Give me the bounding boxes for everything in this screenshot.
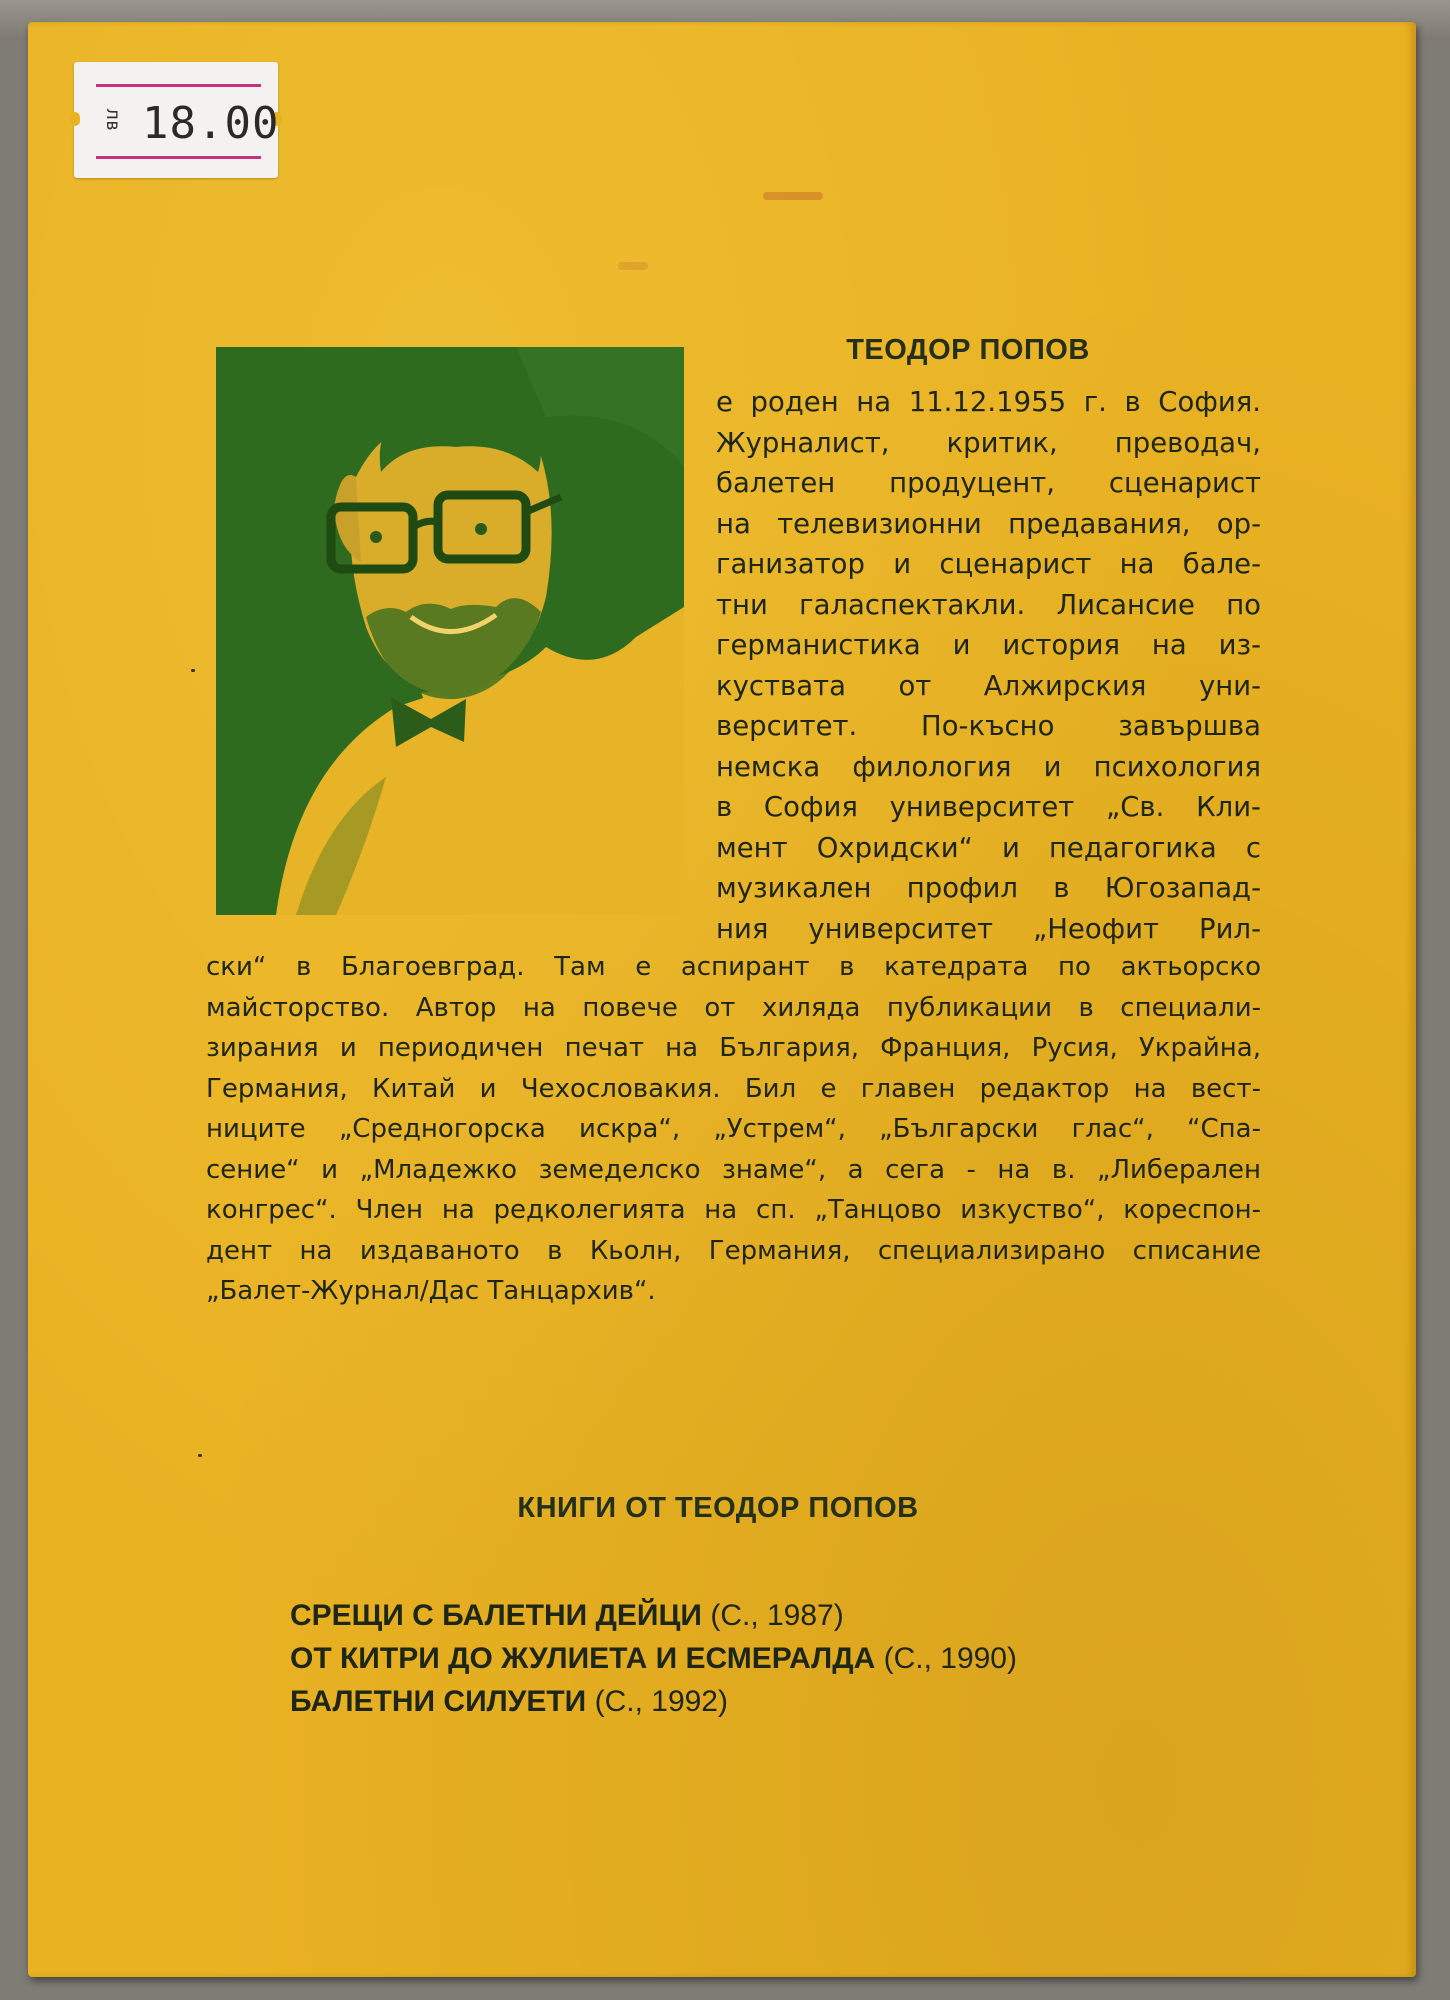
price-sticker-stripe: [96, 156, 261, 159]
book-year: (С., 1987): [710, 1599, 844, 1632]
bio-line: в София университет „Св. Кли-: [716, 791, 1261, 823]
bio-line: ски“ в Благоевград. Там е аспирант в катедрата по актьорско: [206, 952, 1261, 982]
author-portrait: [216, 347, 684, 915]
bio-line: Журналист, критик, преводач,: [716, 426, 1261, 459]
bio-line: сение“ и „Младежко земеделско знаме“, а сега - на в. „Либерален: [206, 1154, 1261, 1185]
bio-line: дент на издаваното в Кьолн, Германия, специализирано списание: [206, 1235, 1261, 1266]
bio-line: е роден на 11.12.1955 г. в София.: [716, 386, 1261, 418]
bio-line: ганизатор и сценарист на бале-: [716, 548, 1261, 580]
author-portrait-image: [216, 347, 684, 915]
bio-line: мент Охридски“ и педагогика с: [716, 831, 1261, 864]
price-sticker-notch: [70, 112, 80, 126]
book-title: БАЛЕТНИ СИЛУЕТИ: [290, 1685, 587, 1718]
bio-line: конгрес“. Член на редколегията на сп. „Танцово изкуство“, кореспон-: [206, 1195, 1261, 1225]
book-back-cover: [28, 22, 1416, 1977]
bio-line: „Балет-Журнал/Дас Танцархив“.: [206, 1276, 656, 1306]
book-title: ОТ КИТРИ ДО ЖУЛИЕТА И ЕСМЕРАЛДА: [290, 1642, 876, 1675]
bio-line: балетен продуцент, сценарист: [716, 467, 1261, 499]
price-value: 18.00: [142, 98, 280, 149]
price-sticker: [74, 62, 278, 178]
bio-line: ниците „Средногорска искра“, „Устрем“, „Български глас“, “Спа-: [206, 1114, 1261, 1144]
book-year: (С., 1990): [883, 1642, 1017, 1675]
bio-line: зирания и периодичен печат на България, Франция, Русия, Украйна,: [206, 1033, 1261, 1063]
book-item: [290, 1680, 1290, 1723]
bio-line: тни галаспектакли. Лисансие по: [716, 588, 1261, 621]
books-list: [290, 1594, 1290, 1723]
bio-line: майсторство. Автор на повече от хиляда публикации в специали-: [206, 992, 1261, 1023]
books-heading: КНИГИ ОТ ТЕОДОР ПОПОВ: [517, 1492, 919, 1524]
bio-line: музикален профил в Югозапад-: [716, 872, 1261, 904]
bio-line: куствата от Алжирския уни-: [716, 669, 1261, 702]
bio-line: верситет. По-късно завършва: [716, 710, 1261, 742]
author-bio-top: [716, 382, 1261, 949]
bio-line: немска филология и психология: [716, 750, 1261, 783]
book-year: (С., 1992): [594, 1685, 728, 1718]
bio-line: на телевизионни предавания, ор-: [716, 507, 1261, 540]
book-item: [290, 1637, 1290, 1680]
author-bio-bottom: [206, 947, 1261, 1312]
ink-smudge: [618, 262, 648, 270]
author-name: ТЕОДОР ПОПОВ: [846, 334, 1090, 366]
book-title: СРЕЩИ С БАЛЕТНИ ДЕЙЦИ: [290, 1599, 702, 1632]
speck: [198, 1454, 202, 1457]
price-currency: лв: [102, 108, 124, 132]
ink-smudge: [763, 192, 823, 200]
bio-line: Германия, Китай и Чехословакия. Бил е главен редактор на вест-: [206, 1073, 1261, 1104]
book-item: [290, 1594, 1290, 1637]
bio-line: германистика и история на из-: [716, 629, 1261, 661]
speck: [191, 669, 195, 672]
bio-line: ния университет „Неофит Рил-: [716, 912, 1261, 945]
price-sticker-stripe: [96, 84, 261, 87]
